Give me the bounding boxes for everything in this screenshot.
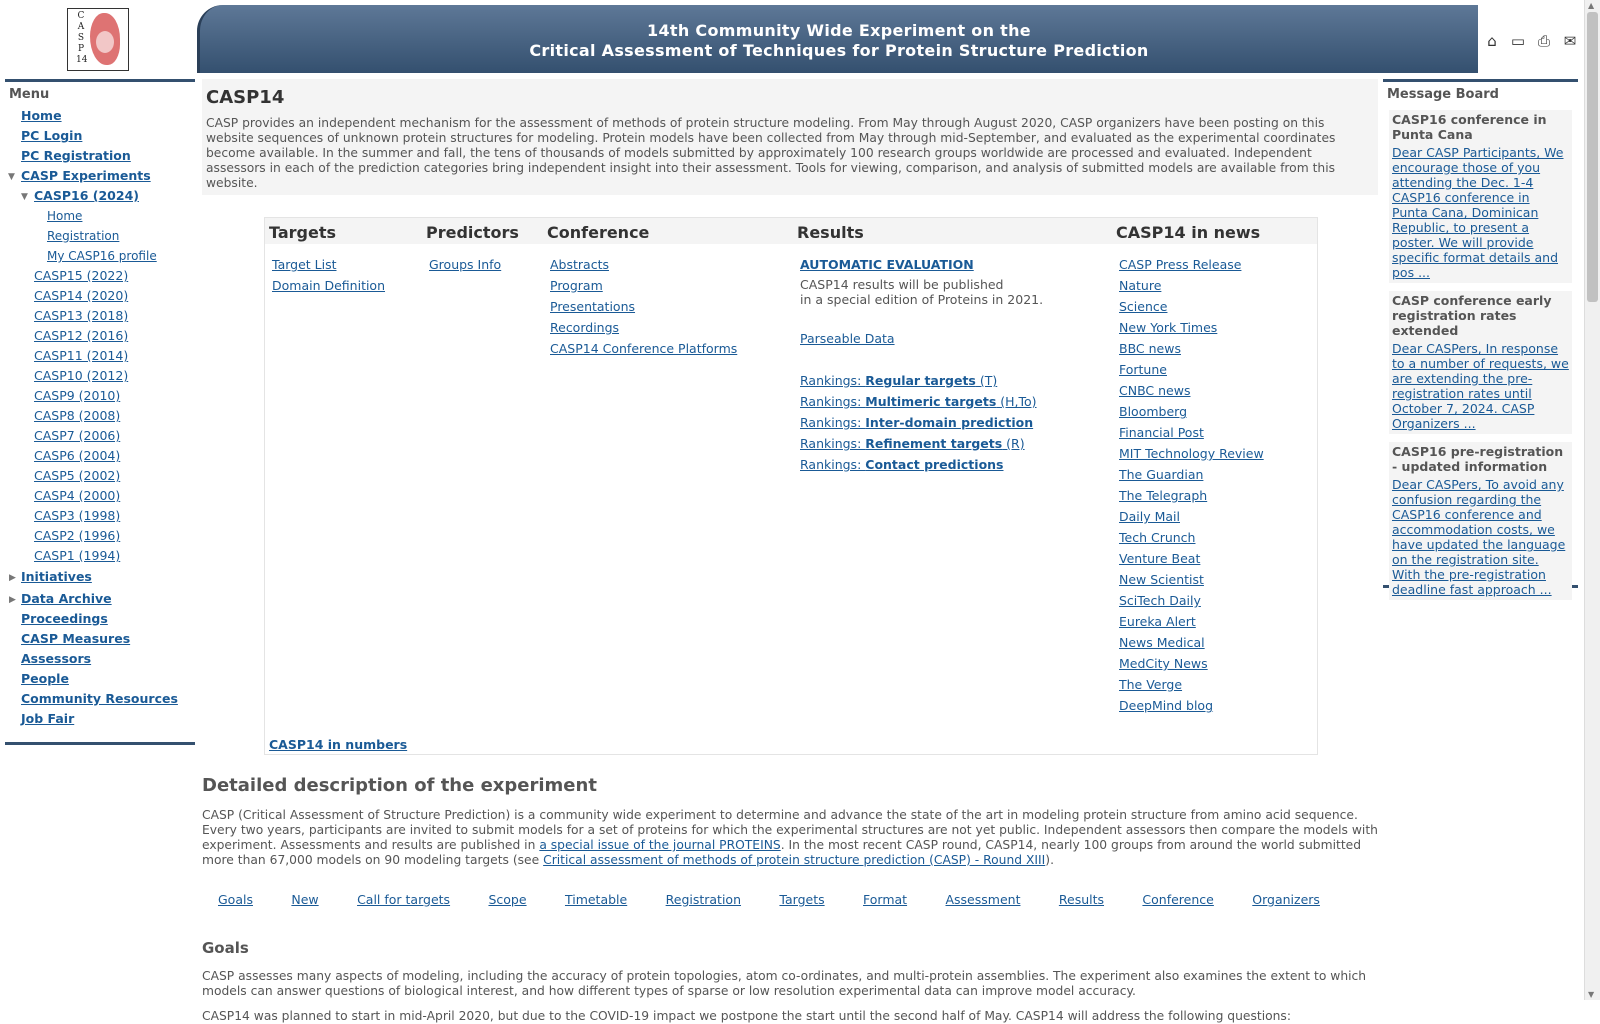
- nav-call-for-targets[interactable]: Call for targets: [357, 892, 451, 907]
- expanded-triangle-icon[interactable]: ▼: [21, 192, 28, 202]
- news-column: [1116, 223, 1264, 716]
- collapsed-triangle-icon[interactable]: ▶: [9, 573, 16, 583]
- casp-round-xiii-link[interactable]: Critical assessment of methods of protein structure prediction (CASP) - Round XIII: [543, 853, 1046, 867]
- news-link[interactable]: The Guardian: [1119, 467, 1204, 482]
- message-board-title: Message Board: [1387, 87, 1499, 102]
- menu-casp10[interactable]: CASP10 (2012): [34, 368, 129, 383]
- menu-casp13[interactable]: CASP13 (2018): [34, 308, 129, 323]
- news-link[interactable]: Science: [1119, 299, 1168, 314]
- scroll-up-icon[interactable]: ▲: [1588, 1, 1595, 10]
- menu-casp16-profile[interactable]: My CASP16 profile: [47, 249, 157, 263]
- menu-assessors[interactable]: Assessors: [21, 651, 92, 666]
- results-note-line1: CASP14 results will be published: [800, 277, 1004, 292]
- page-title: CASP14: [206, 87, 285, 108]
- print-icon[interactable]: ⎙: [1537, 32, 1550, 50]
- rankings-contact-link[interactable]: Rankings: Contact predictions: [800, 457, 1004, 472]
- scroll-down-icon[interactable]: ▼: [1588, 990, 1595, 999]
- target-list-link[interactable]: Target List: [272, 257, 337, 272]
- news-link[interactable]: Daily Mail: [1119, 509, 1180, 524]
- goals-text: CASP assesses many aspects of modeling, including the accuracy of protein topologies, atom co-ordinates, and multi-protein assemblies. The experiment also examines the extent to which models can answer questions of biological interest, and how different types of sparse or low resolution experimental data can improve model accuracy.: [202, 969, 1367, 998]
- news-link[interactable]: Bloomberg: [1119, 404, 1187, 419]
- menu-casp-measures[interactable]: CASP Measures: [21, 631, 131, 646]
- proteins-issue-link[interactable]: a special issue of the journal PROTEINS: [539, 838, 781, 852]
- news-link[interactable]: The Verge: [1119, 677, 1183, 692]
- message-board: [1383, 79, 1578, 597]
- message-item: [1389, 442, 1572, 600]
- goals-heading: Goals: [202, 939, 249, 957]
- predictors-heading: Predictors: [426, 223, 519, 242]
- targets-column: [269, 223, 385, 296]
- news-link[interactable]: Nature: [1119, 278, 1162, 293]
- menu-casp1[interactable]: CASP1 (1994): [34, 548, 121, 563]
- nav-conference[interactable]: Conference: [1142, 892, 1214, 907]
- news-link[interactable]: MIT Technology Review: [1119, 446, 1264, 461]
- nav-timetable[interactable]: Timetable: [564, 892, 628, 907]
- main-content: [202, 79, 1378, 1023]
- casp-logo[interactable]: [67, 8, 129, 71]
- conference-heading: Conference: [547, 223, 650, 242]
- news-link[interactable]: New York Times: [1119, 320, 1218, 335]
- nav-format[interactable]: Format: [863, 892, 908, 907]
- nav-new[interactable]: New: [291, 892, 319, 907]
- menu-casp8[interactable]: CASP8 (2008): [34, 408, 121, 423]
- message-body-link[interactable]: Dear CASP Participants, We encourage those of you attending the Dec. 1-4 CASP16 conference in Punta Cana, Dominican Republic, to present a poster. We will provide specific format details and pos ...: [1392, 145, 1564, 280]
- menu-data-archive[interactable]: Data Archive: [21, 591, 112, 606]
- menu-community-resources[interactable]: Community Resources: [21, 691, 178, 706]
- message-title: CASP16 conference in Punta Cana: [1392, 112, 1547, 142]
- news-link[interactable]: SciTech Daily: [1119, 593, 1201, 608]
- nav-results[interactable]: Results: [1058, 892, 1105, 907]
- menu-casp3[interactable]: CASP3 (1998): [34, 508, 121, 523]
- header-tools: [1484, 32, 1578, 50]
- results-column: [797, 223, 1043, 475]
- menu-casp14[interactable]: CASP14 (2020): [34, 288, 129, 303]
- header-title-line1: 14th Community Wide Experiment on the: [647, 21, 1031, 40]
- expanded-triangle-icon[interactable]: ▼: [8, 172, 15, 182]
- home-icon[interactable]: ⌂: [1487, 32, 1497, 50]
- news-link[interactable]: Tech Crunch: [1119, 530, 1196, 545]
- recordings-link[interactable]: Recordings: [550, 320, 620, 335]
- predictors-column: [426, 223, 519, 275]
- conference-column: [547, 223, 737, 359]
- logo-graphic-highlight: [96, 31, 114, 53]
- news-link[interactable]: Fortune: [1119, 362, 1167, 377]
- menu-casp7[interactable]: CASP7 (2006): [34, 428, 121, 443]
- casp14-links-table: [264, 217, 1318, 755]
- news-link[interactable]: CNBC news: [1119, 383, 1191, 398]
- header-title-line2: Critical Assessment of Techniques for Protein Structure Prediction: [529, 41, 1149, 60]
- news-heading: CASP14 in news: [1116, 223, 1261, 242]
- rankings-regular-link[interactable]: Rankings: Regular targets (T): [800, 373, 998, 388]
- section-nav: [218, 892, 1320, 907]
- program-link[interactable]: Program: [550, 278, 603, 293]
- menu-casp2[interactable]: CASP2 (1996): [34, 528, 121, 543]
- logo-letters: C A S P 14: [76, 11, 88, 65]
- intro-text: CASP provides an independent mechanism for the assessment of methods of protein structure modeling. From May through August 2020, CASP organizers have been posting on this website sequences of unknown protein structures for modeling. Protein models have been collected from May through mid-September, and evaluated as the experimental coordinates become available. In the summer and fall, the tens of thousands of models submitted by approximately 100 research groups worldwide are processed and evaluated. Independent assessors in each of the prediction categories bring independent insight into their assessment. Tools for viewing, comparison, and analysis of submitted models are available from this website.: [206, 116, 1336, 190]
- left-menu: [5, 79, 195, 745]
- news-link[interactable]: MedCity News: [1119, 656, 1208, 671]
- menu-initiatives[interactable]: Initiatives: [21, 569, 92, 584]
- groups-info-link[interactable]: Groups Info: [429, 257, 502, 272]
- menu-casp5[interactable]: CASP5 (2002): [34, 468, 121, 483]
- nav-organizers[interactable]: Organizers: [1252, 892, 1320, 907]
- menu-pc-login[interactable]: PC Login: [21, 128, 83, 143]
- detail-paragraph: CASP (Critical Assessment of Structure Prediction) is a community wide experiment to determine and advance the state of the art in modeling protein structure from amino acid sequence. Every two years, participants are invited to submit models for a set of proteins for which the experimental structures are not yet public. Independent assessors then compare the models with experiment. Assessments and results are published in a special issue of the journal PROTEINS. In the most recent CASP round, CASP14, nearly 100 groups from around the world submitted more than 67,000 models on 90 modeling targets (see Critical assessment of methods of protein structure prediction (CASP) - Round XIII).: [202, 808, 1378, 867]
- message-title: CASP16 pre-registration - updated information: [1392, 444, 1564, 474]
- menu-proceedings[interactable]: Proceedings: [21, 611, 108, 626]
- news-link[interactable]: BBC news: [1119, 341, 1181, 356]
- menu-casp16[interactable]: CASP16 (2024): [34, 188, 139, 203]
- news-link[interactable]: Financial Post: [1119, 425, 1204, 440]
- news-link[interactable]: New Scientist: [1119, 572, 1204, 587]
- automatic-evaluation-link[interactable]: AUTOMATIC EVALUATION: [800, 257, 974, 272]
- header-banner: [197, 5, 1478, 73]
- menu-casp9[interactable]: CASP9 (2010): [34, 388, 121, 403]
- menu-casp16-home[interactable]: Home: [47, 209, 83, 223]
- message-item: [1389, 291, 1572, 434]
- folder-icon[interactable]: ▭: [1510, 32, 1526, 50]
- news-link[interactable]: CASP Press Release: [1119, 257, 1242, 272]
- nav-targets[interactable]: Targets: [779, 892, 825, 907]
- parseable-data-link[interactable]: Parseable Data: [800, 331, 895, 346]
- rankings-refinement-link[interactable]: Rankings: Refinement targets (R): [800, 436, 1025, 451]
- page-scrollbar[interactable]: [1584, 0, 1600, 1000]
- news-link[interactable]: Venture Beat: [1119, 551, 1201, 566]
- menu-casp-experiments[interactable]: CASP Experiments: [21, 168, 151, 183]
- menu-pc-registration[interactable]: PC Registration: [21, 148, 131, 163]
- mail-icon[interactable]: ✉: [1563, 32, 1577, 50]
- news-link[interactable]: DeepMind blog: [1119, 698, 1214, 713]
- results-heading: Results: [797, 223, 864, 242]
- conference-platforms-link[interactable]: CASP14 Conference Platforms: [550, 341, 738, 356]
- scrollbar-thumb[interactable]: [1587, 12, 1598, 302]
- casp14-in-numbers-link[interactable]: CASP14 in numbers: [269, 737, 408, 752]
- news-link[interactable]: Eureka Alert: [1119, 614, 1196, 629]
- menu-job-fair[interactable]: Job Fair: [21, 711, 75, 726]
- menu-casp6[interactable]: CASP6 (2004): [34, 448, 121, 463]
- menu-casp16-registration[interactable]: Registration: [47, 229, 120, 243]
- message-body-link[interactable]: Dear CASPers, In response to a number of requests, we are extending the pre-registration rates until October 7, 2024. CASP Organizers ...: [1392, 341, 1569, 431]
- collapsed-triangle-icon[interactable]: ▶: [9, 595, 16, 605]
- results-note-line2: in a special edition of Proteins in 2021.: [800, 292, 1044, 307]
- menu-title: Menu: [9, 87, 50, 102]
- nav-scope[interactable]: Scope: [488, 892, 527, 907]
- nav-goals[interactable]: Goals: [218, 892, 253, 907]
- menu-casp4[interactable]: CASP4 (2000): [34, 488, 121, 503]
- goals-text-2: CASP14 was planned to start in mid-April 2020, but due to the COVID-19 impact we postpone the start until the second half of May. CASP14 will address the following questions:: [202, 1009, 1291, 1023]
- abstracts-link[interactable]: Abstracts: [550, 257, 609, 272]
- rankings-multimeric-link[interactable]: Rankings: Multimeric targets (H,To): [800, 394, 1037, 409]
- rankings-interdomain-link[interactable]: Rankings: Inter-domain prediction: [800, 415, 1034, 430]
- menu-casp11[interactable]: CASP11 (2014): [34, 348, 129, 363]
- nav-registration[interactable]: Registration: [665, 892, 742, 907]
- menu-home[interactable]: Home: [21, 108, 62, 123]
- message-title: CASP conference early registration rates extended: [1392, 293, 1552, 338]
- message-body-link[interactable]: Dear CASPers, To avoid any confusion regarding the CASP16 conference and accommodation costs, we have updated the language on the registration site. With the pre-registration deadline fast approach ...: [1392, 477, 1566, 597]
- presentations-link[interactable]: Presentations: [550, 299, 636, 314]
- detail-heading: Detailed description of the experiment: [202, 775, 597, 796]
- menu-casp12[interactable]: CASP12 (2016): [34, 328, 129, 343]
- menu-people[interactable]: People: [21, 671, 69, 686]
- news-link[interactable]: News Medical: [1119, 635, 1205, 650]
- nav-assessment[interactable]: Assessment: [945, 892, 1021, 907]
- targets-heading: Targets: [269, 223, 337, 242]
- intro-panel: [202, 79, 1378, 195]
- menu-casp15[interactable]: CASP15 (2022): [34, 268, 129, 283]
- message-item: [1389, 110, 1572, 283]
- news-link[interactable]: The Telegraph: [1119, 488, 1208, 503]
- domain-definition-link[interactable]: Domain Definition: [272, 278, 386, 293]
